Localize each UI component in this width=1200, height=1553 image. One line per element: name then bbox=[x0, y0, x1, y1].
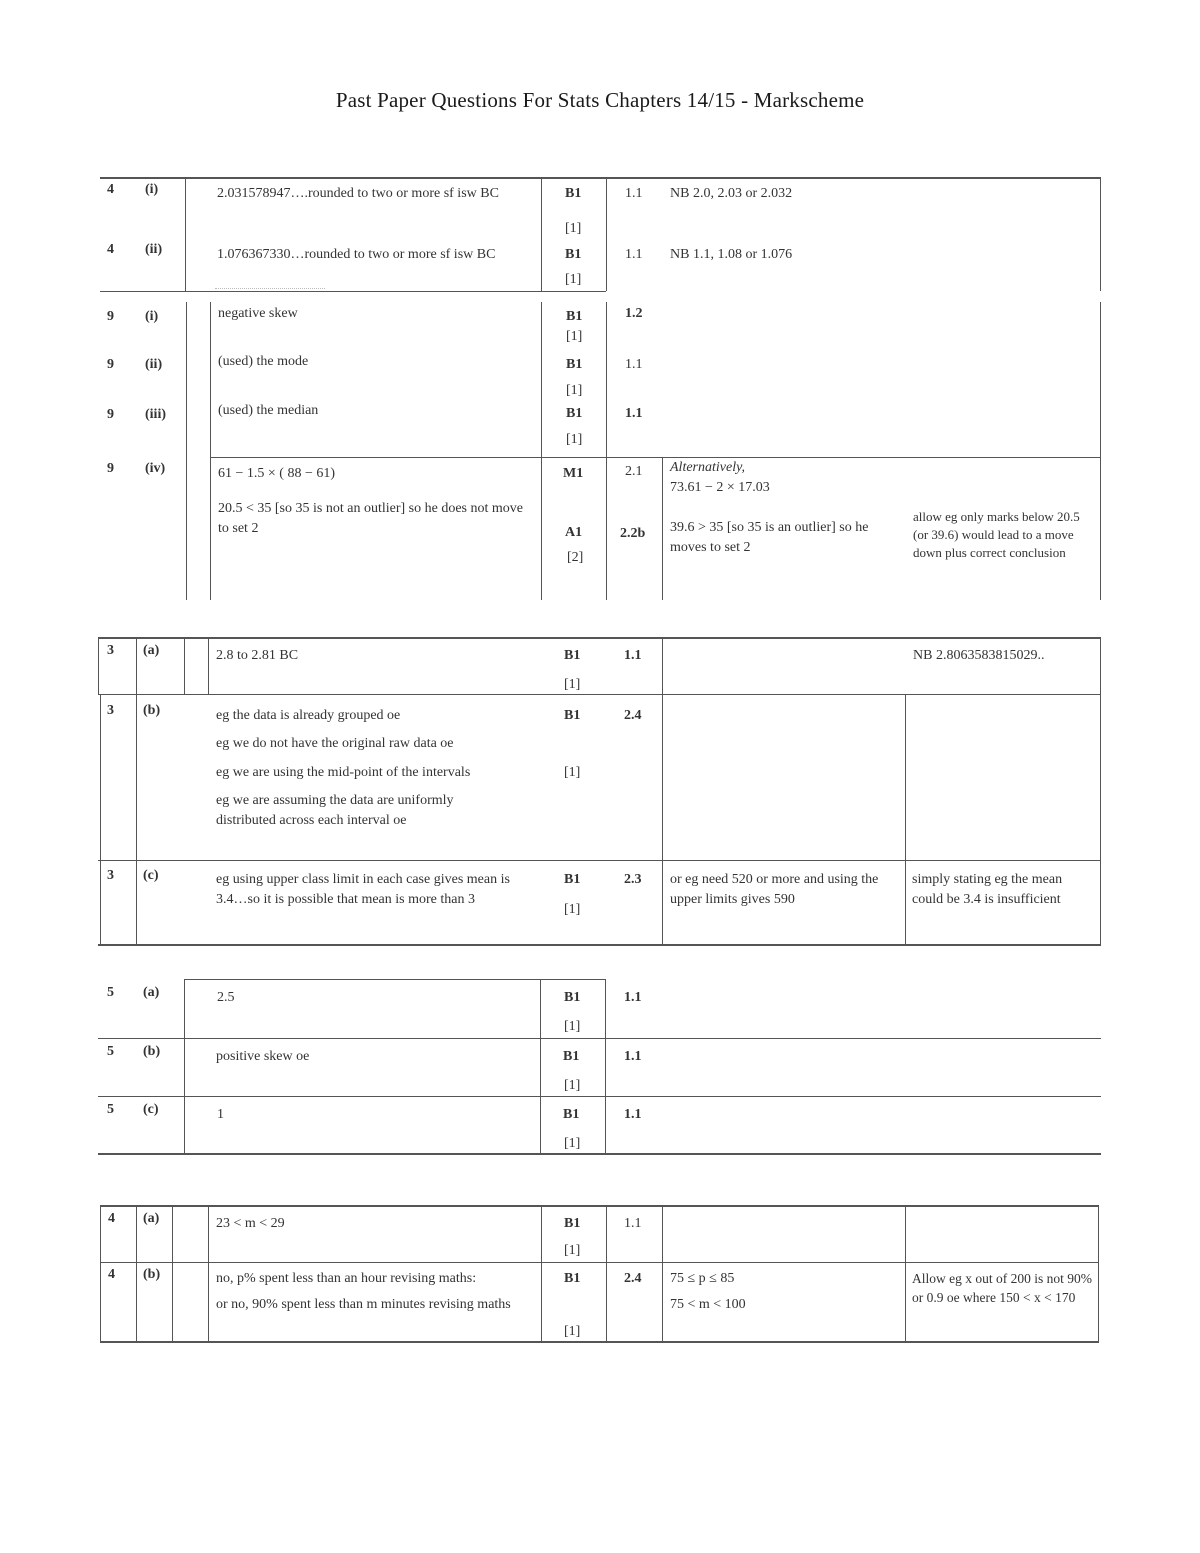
guidance: Allow eg x out of 200 is not 90% or 0.9 oe where 150 < x < 170 bbox=[912, 1271, 1092, 1305]
question-part: (iv) bbox=[145, 461, 166, 476]
mark-total: [1] bbox=[566, 383, 583, 398]
question-number: 4 bbox=[108, 1211, 115, 1226]
question-number: 4 bbox=[108, 1267, 115, 1282]
guidance: NB 1.1, 1.08 or 1.076 bbox=[670, 247, 793, 262]
mark-total: [1] bbox=[564, 765, 581, 780]
alternative: 75 < m < 100 bbox=[670, 1297, 746, 1312]
answer: 2.031578947….rounded to two or more sf isw BC bbox=[217, 186, 499, 201]
question-part: (b) bbox=[143, 1044, 161, 1059]
answer-option: eg we are using the mid-point of the intervals bbox=[216, 765, 471, 780]
answer-option: eg the data is already grouped oe bbox=[216, 708, 401, 723]
mark-total: [1] bbox=[564, 1243, 581, 1258]
question-number: 9 bbox=[107, 407, 114, 422]
ao: 1.1 bbox=[625, 406, 643, 421]
ao: 1.1 bbox=[625, 357, 643, 372]
ao: 2.2b bbox=[620, 526, 646, 541]
mark-total: [1] bbox=[566, 329, 583, 344]
guidance: simply stating eg the mean could be 3.4 is insufficient bbox=[912, 872, 1063, 907]
ao: 2.3 bbox=[624, 872, 642, 887]
ao: 1.1 bbox=[624, 1216, 642, 1231]
ao: 1.1 bbox=[624, 1049, 642, 1064]
ao: 1.1 bbox=[624, 1107, 642, 1122]
answer-option: eg we are assuming the data are uniformly distributed across each interval oe bbox=[216, 793, 454, 828]
mark-total: [1] bbox=[564, 677, 581, 692]
question-part: (b) bbox=[143, 1267, 161, 1282]
mark: B1 bbox=[564, 708, 581, 723]
question-part: (i) bbox=[145, 182, 159, 197]
alternative-method: 73.61 − 2 × 17.03 bbox=[670, 480, 770, 495]
mark-total: [1] bbox=[566, 432, 583, 447]
mark: M1 bbox=[563, 466, 584, 481]
mark-total: [1] bbox=[564, 1324, 581, 1339]
question-number: 9 bbox=[107, 461, 114, 476]
mark: A1 bbox=[565, 525, 583, 540]
question-number: 4 bbox=[107, 242, 114, 257]
ao: 1.1 bbox=[625, 186, 643, 201]
mark-total: [2] bbox=[567, 550, 584, 565]
ao: 1.1 bbox=[624, 990, 642, 1005]
ao: 2.4 bbox=[624, 1271, 642, 1286]
mark: B1 bbox=[565, 186, 582, 201]
answer: 1.076367330…rounded to two or more sf isw BC bbox=[217, 247, 496, 262]
mark-total: [1] bbox=[564, 1136, 581, 1151]
question-number: 5 bbox=[107, 985, 114, 1000]
answer-alternative: or no, 90% spent less than m minutes revising maths bbox=[216, 1297, 511, 1312]
answer: 2.8 to 2.81 BC bbox=[216, 648, 299, 663]
mark-total: [1] bbox=[564, 902, 581, 917]
question-part: (ii) bbox=[145, 357, 163, 372]
mark: B1 bbox=[566, 309, 583, 324]
question-number: 3 bbox=[107, 643, 114, 658]
alternative: 75 ≤ p ≤ 85 bbox=[670, 1271, 735, 1286]
answer-conclusion: 20.5 < 35 [so 35 is not an outlier] so he does not move to set 2 bbox=[218, 501, 523, 536]
mark: B1 bbox=[566, 406, 583, 421]
ao: 2.1 bbox=[625, 464, 643, 479]
alternative-label: Alternatively, bbox=[670, 460, 746, 475]
question-part: (a) bbox=[143, 985, 160, 1000]
mark: B1 bbox=[566, 357, 583, 372]
answer: 1 bbox=[217, 1107, 224, 1122]
question-number: 3 bbox=[107, 868, 114, 883]
mark: B1 bbox=[564, 990, 581, 1005]
question-number: 5 bbox=[107, 1102, 114, 1117]
mark-total: [1] bbox=[565, 221, 582, 236]
mark: B1 bbox=[565, 247, 582, 262]
mark-total: [1] bbox=[565, 272, 582, 287]
guidance: NB 2.0, 2.03 or 2.032 bbox=[670, 186, 793, 201]
question-part: (b) bbox=[143, 703, 161, 718]
alternative-conclusion: 39.6 > 35 [so 35 is an outlier] so he moves to set 2 bbox=[670, 520, 869, 555]
alternative: or eg need 520 or more and using the upper limits gives 590 bbox=[670, 872, 879, 907]
question-part: (a) bbox=[143, 643, 160, 658]
mark: B1 bbox=[563, 1107, 580, 1122]
guidance: allow eg only marks below 20.5 (or 39.6) would lead to a move down plus correct conclusion bbox=[913, 509, 1080, 560]
guidance: NB 2.8063583815029.. bbox=[913, 648, 1045, 663]
question-number: 9 bbox=[107, 357, 114, 372]
answer: 23 < m < 29 bbox=[216, 1216, 285, 1231]
question-part: (a) bbox=[143, 1211, 160, 1226]
mark: B1 bbox=[563, 1049, 580, 1064]
question-number: 9 bbox=[107, 309, 114, 324]
answer: negative skew bbox=[218, 306, 298, 321]
ao: 1.1 bbox=[625, 247, 643, 262]
mark-total: [1] bbox=[564, 1019, 581, 1034]
answer: no, p% spent less than an hour revising maths: bbox=[216, 1271, 477, 1286]
answer: (used) the median bbox=[218, 403, 319, 418]
answer-method: 61 − 1.5 × ( 88 − 61) bbox=[218, 466, 336, 481]
question-part: (ii) bbox=[145, 242, 163, 257]
mark: B1 bbox=[564, 648, 581, 663]
question-number: 3 bbox=[107, 703, 114, 718]
mark: B1 bbox=[564, 872, 581, 887]
answer: (used) the mode bbox=[218, 354, 309, 369]
mark: B1 bbox=[564, 1271, 581, 1286]
mark-total: [1] bbox=[564, 1078, 581, 1093]
question-part: (iii) bbox=[145, 407, 166, 422]
mark: B1 bbox=[564, 1216, 581, 1231]
page-title: Past Paper Questions For Stats Chapters 14/15 - Markscheme bbox=[335, 88, 865, 112]
answer-option: eg we do not have the original raw data oe bbox=[216, 736, 454, 751]
question-number: 4 bbox=[107, 182, 114, 197]
ao: 2.4 bbox=[624, 708, 642, 723]
question-part: (i) bbox=[145, 309, 159, 324]
question-part: (c) bbox=[143, 1102, 159, 1117]
question-part: (c) bbox=[143, 868, 159, 883]
answer: eg using upper class limit in each case gives mean is 3.4…so it is possible that mean is more than 3 bbox=[216, 872, 510, 907]
ao: 1.2 bbox=[625, 306, 643, 321]
question-number: 5 bbox=[107, 1044, 114, 1059]
answer: positive skew oe bbox=[216, 1049, 310, 1064]
ao: 1.1 bbox=[624, 648, 642, 663]
answer: 2.5 bbox=[217, 990, 235, 1005]
